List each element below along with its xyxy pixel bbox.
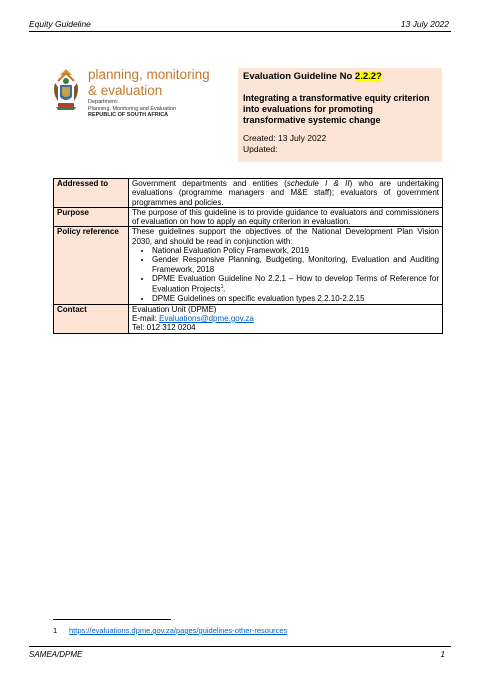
- policy-list: [132, 246, 439, 303]
- table-row-purpose: [54, 207, 443, 227]
- row-value: Government departments and entities (schedule I & II) who are undertaking evaluations (programme managers and M&E staff); evaluators of government programmes and policies.: [129, 179, 443, 208]
- list-item: • National Evaluation Policy Framework, 2019: [152, 246, 439, 255]
- list-item: • Gender Responsive Planning, Budgeting, Monitoring, Evaluation and Auditing Framework, 2018: [152, 255, 439, 274]
- footnote-separator: [53, 619, 171, 620]
- updated-date: Updated:: [243, 144, 278, 155]
- page-footer: [29, 646, 451, 661]
- footer-organisation: SAMEA/DPME: [29, 650, 83, 659]
- table-row-addressed: [54, 179, 443, 208]
- footnote: [53, 626, 287, 635]
- list-item: • DPME Evaluation Guideline No 2.2.1 – How to develop Terms of Reference for Evaluation Projects$^1$.: [152, 274, 439, 294]
- header-document-name: Equity Guideline: [29, 19, 91, 29]
- list-item: • DPME Guidelines on specific evaluation types 2.2.10-2.2.15: [152, 294, 439, 303]
- dpme-logo: [50, 67, 240, 127]
- coat-of-arms-icon: [50, 67, 82, 111]
- guideline-subject: Integrating a transformative equity criterion into evaluations for promoting transformative systemic change: [243, 93, 430, 125]
- row-label: Purpose: [54, 207, 129, 227]
- telephone: Tel: 012 312 0204: [132, 323, 196, 333]
- footnote-ref[interactable]: 1: [220, 284, 224, 291]
- guideline-info-table: [53, 178, 443, 334]
- row-value: These guidelines support the objectives of the National Development Plan Vision 2030, and should be read in conjunction with: • National Evaluation Policy Framework, 2019 • Gender Responsive Planning, Budgeting, Monitoring, Evaluation and Auditing Framework, 2018 • DPME Evaluation Guideline No 2.2.1 – How to develop Terms of Reference for Evaluation Projects$^1$. • DPME Guidelines on specific evaluation types 2.2.10-2.2.15: [129, 227, 443, 304]
- footnote-mark: 1: [53, 626, 58, 635]
- row-label: Contact: [54, 304, 129, 334]
- row-label: Policy reference: [54, 227, 129, 304]
- guideline-dates: [243, 133, 437, 155]
- table-row-policy: [54, 227, 443, 304]
- page-header: [29, 19, 451, 32]
- email-link[interactable]: Evaluations@dpme.gov.za: [159, 313, 254, 323]
- logo-wordmark-line2: & evaluation: [88, 83, 163, 98]
- header-date: 13 July 2022: [400, 19, 449, 29]
- page-number: 1: [440, 650, 445, 659]
- row-value: Evaluation Unit (DPME) E-mail: Evaluations@dpme.gov.za Tel: 012 312 0204: [129, 304, 443, 334]
- table-row-contact: [54, 304, 443, 334]
- created-date: Created: 13 July 2022: [243, 133, 327, 144]
- guideline-number: Evaluation Guideline No 2.2.2?: [243, 71, 382, 82]
- row-label: Addressed to: [54, 179, 129, 208]
- footnote-url-link[interactable]: https://evaluations.dpme.gov.za/pages/guidelines-other-resources: [69, 626, 288, 635]
- guideline-title-box: [238, 68, 442, 162]
- guideline-number-highlight: 2.2.2?: [354, 71, 382, 82]
- logo-department: Department: Planning, Monitoring and Evaluation REPUBLIC OF SOUTH AFRICA: [88, 99, 177, 118]
- row-value: The purpose of this guideline is to provide guidance to evaluators and commissioners of evaluation on how to apply an equity criterion in evaluation.: [129, 207, 443, 227]
- logo-wordmark-line1: planning, monitoring: [88, 67, 210, 82]
